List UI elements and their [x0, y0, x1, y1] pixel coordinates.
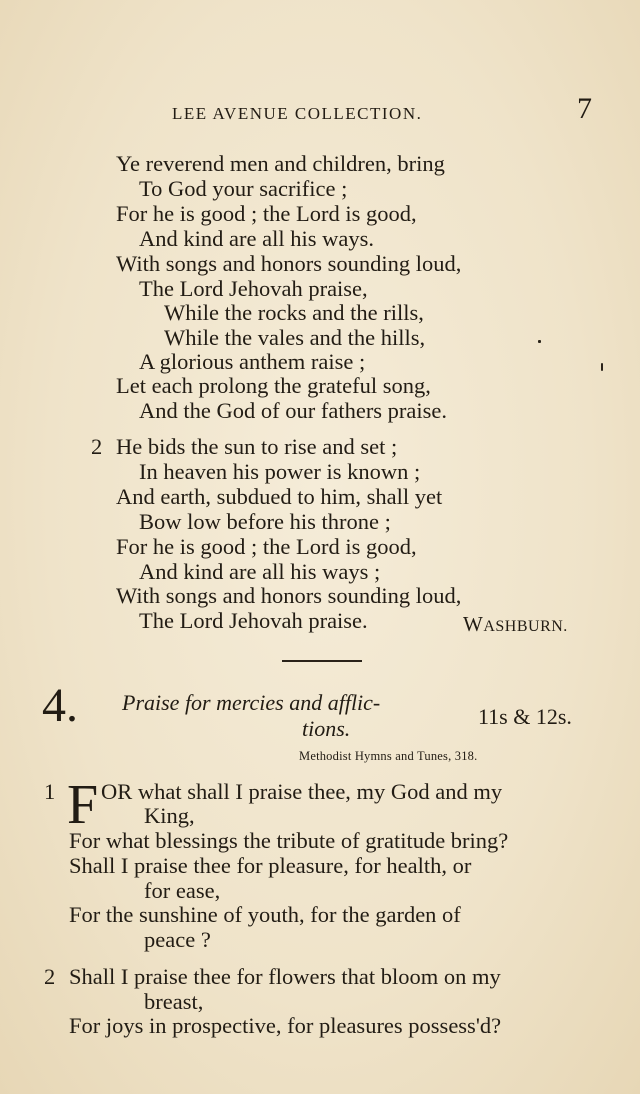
- running-head: LEE AVENUE COLLECTION.: [172, 104, 423, 123]
- verse1-line-3: For what blessings the tribute of gratitude bring?: [69, 828, 509, 853]
- stanza1-line-11: And the God of our fathers praise.: [139, 398, 448, 423]
- stanza2-line-2: In heaven his power is known ;: [139, 459, 421, 484]
- verse1-number: 1: [44, 779, 56, 804]
- stanza1-line-10: Let each prolong the grateful song,: [116, 373, 431, 398]
- stanza2-number: 2: [91, 434, 103, 459]
- verse1-line-7: peace ?: [144, 927, 211, 952]
- page-number: 7: [577, 92, 592, 125]
- verse2-line-1: Shall I praise thee for flowers that bloom on my: [69, 964, 501, 989]
- stanza1-line-8: While the vales and the hills,: [164, 325, 426, 350]
- stanza1-line-2: To God your sacrifice ;: [139, 176, 348, 201]
- ink-speck: [601, 363, 603, 371]
- author-rest: ASHBURN.: [483, 618, 568, 635]
- hymn-title-line-1: Praise for mercies and afflic-: [122, 690, 381, 715]
- verse1-line-4: Shall I praise thee for pleasure, for health, or: [69, 853, 472, 878]
- stanza2-line-8: The Lord Jehovah praise.: [139, 608, 368, 633]
- verse2-number: 2: [44, 964, 56, 989]
- stanza2-line-7: With songs and honors sounding loud,: [116, 583, 462, 608]
- verse1-line-5: for ease,: [144, 878, 221, 903]
- verse1-line-6: For the sunshine of youth, for the garden of: [69, 902, 461, 927]
- stanza1-line-3: For he is good ; the Lord is good,: [116, 201, 417, 226]
- verse1-line-1: OR what shall I praise thee, my God and my: [101, 779, 503, 804]
- stanza2-line-5: For he is good ; the Lord is good,: [116, 534, 417, 559]
- section-divider: [282, 660, 362, 662]
- stanza1-line-6: The Lord Jehovah praise,: [139, 276, 368, 301]
- hymn-source: Methodist Hymns and Tunes, 318.: [299, 749, 478, 763]
- verse2-line-2: breast,: [144, 989, 204, 1014]
- stanza1-line-9: A glorious anthem raise ;: [139, 349, 366, 374]
- hymn-meter: 11s & 12s.: [478, 704, 572, 729]
- stanza2-line-3: And earth, subdued to him, shall yet: [116, 484, 443, 509]
- stanza1-line-5: With songs and honors sounding loud,: [116, 251, 462, 276]
- hymn-title-line-2: tions.: [302, 716, 351, 741]
- stanza2-line-4: Bow low before his throne ;: [139, 509, 391, 534]
- hymn-number: 4.: [42, 679, 78, 732]
- author-initial: W: [463, 612, 484, 636]
- ink-speck: [538, 340, 541, 343]
- verse1-line-2: King,: [144, 803, 195, 828]
- stanza1-line-7: While the rocks and the rills,: [164, 300, 424, 325]
- author-attribution: [463, 612, 568, 637]
- stanza2-line-1: He bids the sun to rise and set ;: [116, 434, 398, 459]
- drop-cap: F: [67, 774, 99, 836]
- verse2-line-3: For joys in prospective, for pleasures possess'd?: [69, 1013, 502, 1038]
- stanza1-line-1: Ye reverend men and children, bring: [116, 151, 445, 176]
- stanza2-line-6: And kind are all his ways ;: [139, 559, 381, 584]
- stanza1-line-4: And kind are all his ways.: [139, 226, 374, 251]
